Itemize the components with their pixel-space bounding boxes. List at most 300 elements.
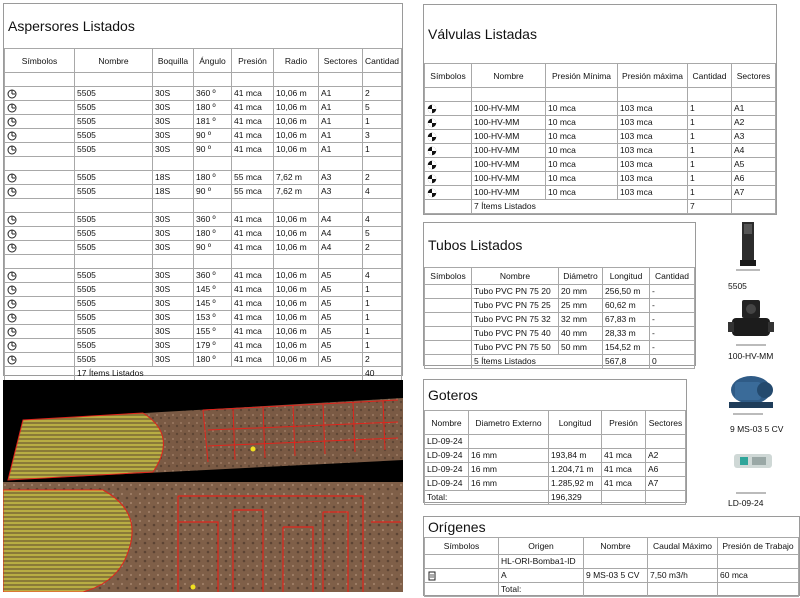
empty-cell	[274, 199, 319, 213]
empty-cell	[584, 583, 648, 597]
table-cell: 41 mca	[232, 227, 274, 241]
table-row	[425, 463, 686, 477]
symbol-cell	[5, 171, 75, 185]
column-header: Longitud	[603, 268, 650, 285]
empty-cell	[732, 88, 776, 102]
table-cell: 10,06 m	[274, 129, 319, 143]
table-cell: 153 º	[194, 311, 232, 325]
table-row	[5, 185, 402, 199]
table-cell: A5	[319, 311, 363, 325]
table-cell: 145 º	[194, 297, 232, 311]
table-cell: A2	[646, 449, 686, 463]
table-cell: 41 mca	[232, 115, 274, 129]
empty-cell	[425, 583, 499, 597]
table-cell: 10 mca	[546, 186, 618, 200]
table-cell: 10,06 m	[274, 283, 319, 297]
table-row	[425, 555, 799, 569]
table-cell: 30S	[153, 353, 194, 367]
sprinkler-symbol-icon	[7, 243, 17, 253]
table-cell	[469, 435, 549, 449]
table-cell: 10,06 m	[274, 241, 319, 255]
table-cell: 7,62 m	[274, 171, 319, 185]
column-header: Sectores	[319, 49, 363, 73]
table-row	[425, 172, 776, 186]
table-cell: 30S	[153, 227, 194, 241]
table-cell: 5505	[75, 171, 153, 185]
table-cell: 1.285,92 m	[549, 477, 602, 491]
symbol-cell	[425, 285, 472, 299]
table-cell: 50 mm	[559, 341, 603, 355]
aspersores-footer-row	[5, 367, 402, 381]
empty-cell	[232, 73, 274, 87]
table-cell: 10 mca	[546, 130, 618, 144]
table-row	[5, 87, 402, 101]
empty-cell	[648, 583, 718, 597]
sprinkler-symbol-icon	[7, 145, 17, 155]
empty-cell	[718, 583, 799, 597]
table-cell: -	[650, 285, 695, 299]
table-cell: 193,84 m	[549, 449, 602, 463]
table-cell: 5505	[75, 325, 153, 339]
origenes-title: Orígenes	[428, 519, 486, 535]
tubos-panel	[423, 222, 696, 366]
table-cell: 180 º	[194, 101, 232, 115]
spacer-row	[5, 199, 402, 213]
table-cell: 18S	[153, 171, 194, 185]
origenes-total-row	[425, 583, 799, 597]
table-cell: A	[499, 569, 584, 583]
table-cell: 155 º	[194, 325, 232, 339]
table-cell: 2	[363, 87, 402, 101]
total-quantity: 7	[688, 200, 732, 214]
table-cell: A5	[319, 297, 363, 311]
table-cell: 9 MS-03 5 CV	[584, 569, 648, 583]
table-cell: 10,06 m	[274, 87, 319, 101]
table-cell: A1	[319, 101, 363, 115]
total-label: Total:	[425, 491, 549, 505]
table-cell: A6	[646, 463, 686, 477]
column-header: Origen	[499, 538, 584, 555]
table-cell: A7	[646, 477, 686, 491]
table-cell: 103 mca	[618, 144, 688, 158]
table-cell: 100-HV-MM	[472, 186, 546, 200]
column-header: Nombre	[75, 49, 153, 73]
empty-cell	[194, 73, 232, 87]
symbol-cell	[5, 129, 75, 143]
table-cell: 4	[363, 269, 402, 283]
table-cell	[648, 555, 718, 569]
table-cell: A4	[732, 144, 776, 158]
symbol-cell	[425, 313, 472, 327]
symbol-cell	[5, 339, 75, 353]
table-cell: 41 mca	[232, 87, 274, 101]
table-cell: A6	[732, 172, 776, 186]
symbol-cell	[5, 213, 75, 227]
table-cell: 181 º	[194, 115, 232, 129]
column-header: Símbolos	[5, 49, 75, 73]
table-cell: 25 mm	[559, 299, 603, 313]
table-cell: 1	[363, 339, 402, 353]
table-cell: 90 º	[194, 241, 232, 255]
table-cell: A4	[319, 213, 363, 227]
table-cell: LD-09-24	[425, 463, 469, 477]
table-cell: A5	[319, 325, 363, 339]
table-cell: A5	[319, 283, 363, 297]
empty-cell	[319, 157, 363, 171]
table-row	[425, 569, 799, 583]
symbol-cell	[425, 569, 499, 583]
symbol-cell	[425, 327, 472, 341]
empty-cell	[5, 199, 75, 213]
table-cell: 30S	[153, 87, 194, 101]
table-cell: 10 mca	[546, 158, 618, 172]
table-cell: 100-HV-MM	[472, 102, 546, 116]
empty-cell	[5, 157, 75, 171]
table-cell: 360 º	[194, 213, 232, 227]
table-cell: A1	[319, 129, 363, 143]
table-row	[5, 101, 402, 115]
table-row	[5, 297, 402, 311]
table-cell: 30S	[153, 269, 194, 283]
table-cell	[602, 435, 646, 449]
dripper-icon	[730, 446, 776, 498]
table-row	[5, 325, 402, 339]
table-cell: 30S	[153, 283, 194, 297]
symbol-cell	[5, 185, 75, 199]
sprinkler-symbol-icon	[7, 215, 17, 225]
valve-symbol-icon	[427, 104, 437, 114]
column-header: Nombre	[472, 268, 559, 285]
table-cell: 1	[363, 283, 402, 297]
table-cell	[584, 555, 648, 569]
symbol-cell	[425, 102, 472, 116]
table-cell: 100-HV-MM	[472, 130, 546, 144]
empty-cell	[646, 491, 686, 505]
table-cell: 30S	[153, 129, 194, 143]
empty-cell	[194, 199, 232, 213]
aerial-view-top	[3, 380, 403, 482]
table-cell: A5	[732, 158, 776, 172]
table-cell: 28,33 m	[603, 327, 650, 341]
thumb-sprinkler	[728, 220, 768, 282]
table-cell: 40 mm	[559, 327, 603, 341]
aerial-view-bottom	[3, 482, 403, 592]
symbol-cell	[425, 130, 472, 144]
table-cell: -	[650, 341, 695, 355]
thumb-caption-0: 5505	[728, 281, 747, 291]
valve-symbol-icon	[427, 188, 437, 198]
table-cell: 30S	[153, 213, 194, 227]
empty-cell	[274, 157, 319, 171]
column-header: Cantidad	[363, 49, 402, 73]
table-cell: 180 º	[194, 353, 232, 367]
total-quantity: 40	[363, 367, 402, 381]
table-cell: 55 mca	[232, 185, 274, 199]
sprinkler-symbol-icon	[7, 229, 17, 239]
symbol-cell	[5, 353, 75, 367]
table-cell: A1	[319, 143, 363, 157]
table-cell: A3	[732, 130, 776, 144]
table-cell: 5505	[75, 283, 153, 297]
tubos-footer-row	[425, 355, 695, 369]
table-cell: 30S	[153, 143, 194, 157]
table-cell: 1.204,71 m	[549, 463, 602, 477]
valvulas-title: Válvulas Listadas	[428, 26, 537, 42]
empty-cell	[363, 157, 402, 171]
column-header: Presión de Trabajo	[718, 538, 799, 555]
table-row	[425, 449, 686, 463]
table-cell: 103 mca	[618, 186, 688, 200]
table-cell: 10 mca	[546, 102, 618, 116]
table-cell: LD-09-24	[425, 449, 469, 463]
symbol-cell	[5, 101, 75, 115]
table-cell: Tubo PVC PN 75 40	[472, 327, 559, 341]
table-cell: 5505	[75, 353, 153, 367]
sprinkler-symbol-icon	[7, 103, 17, 113]
table-cell: 5505	[75, 227, 153, 241]
column-header: Nombre	[472, 64, 546, 88]
column-header: Presión Mínima	[546, 64, 618, 88]
table-cell: 145 º	[194, 283, 232, 297]
table-cell	[646, 435, 686, 449]
aspersores-table	[4, 48, 402, 381]
table-cell: Tubo PVC PN 75 32	[472, 313, 559, 327]
origenes-table	[424, 537, 799, 597]
table-row	[5, 143, 402, 157]
sprinkler-symbol-icon	[7, 327, 17, 337]
table-cell: A1	[319, 115, 363, 129]
table-row	[425, 313, 695, 327]
aspersores-header-row	[5, 49, 402, 73]
empty-cell	[425, 355, 472, 369]
table-cell: 103 mca	[618, 172, 688, 186]
column-header: Radio	[274, 49, 319, 73]
empty-cell	[546, 88, 618, 102]
total-quantity: 0	[650, 355, 695, 369]
table-row	[425, 285, 695, 299]
total-length: 567,8	[603, 355, 650, 369]
symbol-cell	[5, 87, 75, 101]
column-header: Longitud	[549, 411, 602, 435]
table-cell: 7,62 m	[274, 185, 319, 199]
table-cell: 4	[363, 213, 402, 227]
symbol-cell	[5, 283, 75, 297]
empty-cell	[425, 200, 472, 214]
empty-cell	[232, 255, 274, 269]
table-cell: 5505	[75, 339, 153, 353]
items-count-label: 5 Ítems Listados	[472, 355, 603, 369]
table-cell: 90 º	[194, 129, 232, 143]
valvulas-table	[424, 63, 776, 214]
spacer-row	[425, 88, 776, 102]
table-cell: A2	[732, 116, 776, 130]
table-cell: 30S	[153, 311, 194, 325]
table-cell: 90 º	[194, 185, 232, 199]
table-cell: 30S	[153, 297, 194, 311]
table-row	[5, 339, 402, 353]
empty-cell	[153, 199, 194, 213]
valve-icon	[728, 296, 774, 350]
symbol-cell	[425, 116, 472, 130]
thumb-caption-2: 9 MS-03 5 CV	[730, 424, 784, 434]
goteros-header-row	[425, 411, 686, 435]
column-header: Nombre	[584, 538, 648, 555]
empty-cell	[319, 255, 363, 269]
sprinkler-symbol-icon	[7, 131, 17, 141]
column-header: Caudal Máximo	[648, 538, 718, 555]
empty-cell	[75, 199, 153, 213]
empty-cell	[274, 73, 319, 87]
table-cell: 2	[363, 353, 402, 367]
thumb-valve	[728, 296, 774, 350]
table-row	[5, 311, 402, 325]
table-cell: 5505	[75, 241, 153, 255]
column-header: Sectores	[646, 411, 686, 435]
column-header: Sectores	[732, 64, 776, 88]
sprinkler-symbol-icon	[7, 285, 17, 295]
table-cell: 7,50 m3/h	[648, 569, 718, 583]
table-cell: 1	[688, 116, 732, 130]
table-cell: Tubo PVC PN 75 50	[472, 341, 559, 355]
sprinkler-symbol-icon	[7, 89, 17, 99]
symbol-cell	[425, 555, 499, 569]
symbol-cell	[425, 144, 472, 158]
table-cell: Tubo PVC PN 75 20	[472, 285, 559, 299]
items-count-label: 7 Ítems Listados	[472, 200, 688, 214]
pump-icon	[727, 368, 777, 418]
tubos-table	[424, 267, 695, 369]
tubos-title: Tubos Listados	[428, 237, 523, 253]
column-header: Símbolos	[425, 64, 472, 88]
table-row	[5, 171, 402, 185]
empty-cell	[472, 88, 546, 102]
symbol-cell	[425, 186, 472, 200]
symbol-cell	[5, 241, 75, 255]
aerial-plan-bottom	[3, 482, 403, 592]
table-cell: 5505	[75, 115, 153, 129]
table-cell: 103 mca	[618, 116, 688, 130]
empty-cell	[232, 157, 274, 171]
water-source-symbol-icon	[427, 571, 437, 581]
thumb-dripper	[730, 446, 776, 498]
table-row	[425, 327, 695, 341]
empty-cell	[75, 73, 153, 87]
table-cell: 30S	[153, 115, 194, 129]
table-cell: -	[650, 299, 695, 313]
table-cell: 4	[363, 185, 402, 199]
table-cell: 103 mca	[618, 158, 688, 172]
table-cell: 30S	[153, 339, 194, 353]
goteros-title: Goteros	[428, 387, 478, 403]
table-row	[425, 116, 776, 130]
sprinkler-symbol-icon	[7, 355, 17, 365]
table-cell: 360 º	[194, 87, 232, 101]
valvulas-panel	[423, 4, 777, 215]
table-cell: 1	[363, 297, 402, 311]
valve-symbol-icon	[427, 146, 437, 156]
table-cell: HL-ORI-Bomba1-ID	[499, 555, 584, 569]
table-cell: 41 mca	[232, 143, 274, 157]
table-cell: 16 mm	[469, 477, 549, 491]
table-cell: 256,50 m	[603, 285, 650, 299]
thumb-pump	[727, 368, 777, 418]
empty-cell	[194, 157, 232, 171]
table-cell: 5505	[75, 143, 153, 157]
table-cell: 10,06 m	[274, 143, 319, 157]
empty-cell	[75, 255, 153, 269]
table-cell: A5	[319, 353, 363, 367]
table-cell: 1	[688, 186, 732, 200]
empty-cell	[425, 88, 472, 102]
total-label: Total:	[499, 583, 584, 597]
table-row	[5, 227, 402, 241]
table-cell: 10,06 m	[274, 339, 319, 353]
valve-symbol-icon	[427, 160, 437, 170]
table-cell: 5	[363, 101, 402, 115]
table-cell: 180 º	[194, 171, 232, 185]
sprinkler-symbol-icon	[7, 299, 17, 309]
valve-symbol-icon	[427, 118, 437, 128]
sprinkler-rotor-icon	[728, 220, 768, 276]
column-header: Símbolos	[425, 268, 472, 285]
column-header: Diámetro	[559, 268, 603, 285]
table-cell: 10,06 m	[274, 227, 319, 241]
table-cell: 41 mca	[602, 477, 646, 491]
empty-cell	[194, 255, 232, 269]
table-row	[5, 283, 402, 297]
items-count-label: 17 Ítems Listados	[75, 367, 363, 381]
table-cell: 100-HV-MM	[472, 172, 546, 186]
table-cell: 90 º	[194, 143, 232, 157]
table-cell: 100-HV-MM	[472, 116, 546, 130]
table-cell: 18S	[153, 185, 194, 199]
valve-symbol-icon	[427, 132, 437, 142]
valve-symbol-icon	[427, 174, 437, 184]
goteros-panel	[423, 379, 687, 503]
table-cell: 100-HV-MM	[472, 144, 546, 158]
column-header: Boquilla	[153, 49, 194, 73]
table-cell: 5505	[75, 185, 153, 199]
table-row	[425, 341, 695, 355]
table-cell: 41 mca	[232, 269, 274, 283]
symbol-cell	[5, 143, 75, 157]
symbol-cell	[5, 325, 75, 339]
column-header: Cantidad	[650, 268, 695, 285]
spacer-row	[5, 255, 402, 269]
table-cell: 41 mca	[602, 463, 646, 477]
valvulas-header-row	[425, 64, 776, 88]
table-cell: LD-09-24	[425, 435, 469, 449]
table-cell: 20 mm	[559, 285, 603, 299]
empty-cell	[153, 157, 194, 171]
table-cell: 5505	[75, 269, 153, 283]
table-row	[425, 130, 776, 144]
table-cell: A1	[319, 87, 363, 101]
symbol-cell	[425, 158, 472, 172]
table-row	[5, 241, 402, 255]
table-cell: 1	[688, 172, 732, 186]
table-cell: 103 mca	[618, 130, 688, 144]
symbol-cell	[5, 269, 75, 283]
table-cell: A4	[319, 241, 363, 255]
table-cell: 41 mca	[232, 129, 274, 143]
table-row	[5, 115, 402, 129]
table-row	[425, 477, 686, 491]
table-cell: 10,06 m	[274, 297, 319, 311]
table-cell: 10 mca	[546, 172, 618, 186]
table-cell: 1	[363, 311, 402, 325]
table-cell: LD-09-24	[425, 477, 469, 491]
